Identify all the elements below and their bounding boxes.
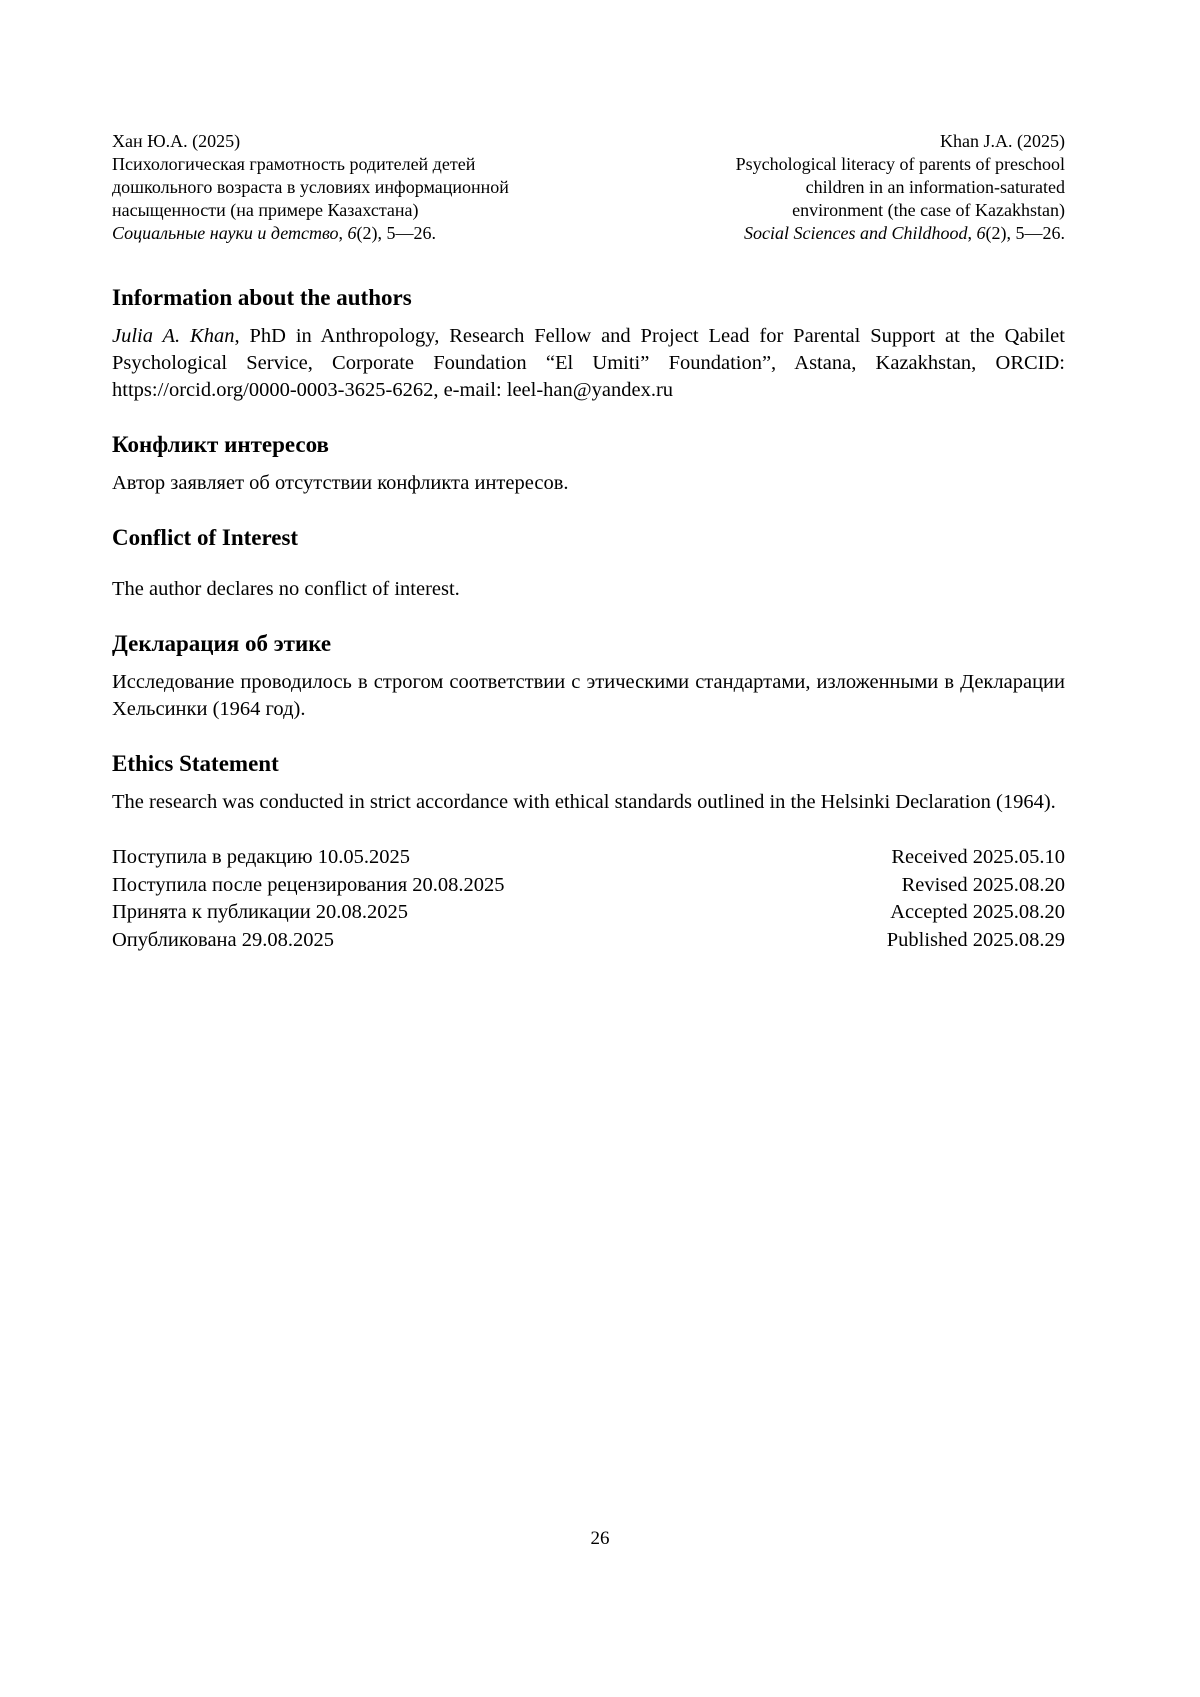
date-accepted-en: Accepted 2025.08.20: [890, 901, 1065, 923]
date-received-en: Received 2025.05.10: [891, 846, 1065, 868]
heading-conflict-of-interest-en: Conflict of Interest: [112, 525, 299, 550]
journal-issue-pages-ru: (2), 5—26.: [356, 223, 437, 243]
author-info-paragraph: [112, 323, 1065, 404]
date-revised-ru: Поступила после рецензирования 20.08.2025: [112, 873, 505, 896]
citation-en-title-line3: environment (the case of Kazakhstan): [792, 200, 1065, 220]
citation-ru-author: Хан Ю.А. (2025): [112, 131, 241, 151]
date-row-received: [112, 844, 1065, 872]
page-content: [112, 130, 1065, 954]
citation-en-title-line1: Psychological literacy of parents of preschool: [735, 154, 1065, 174]
journal-volume-ru: 6: [347, 223, 357, 243]
ethics-statement-en-text: The research was conducted in strict accordance with ethical standards outlined in the Helsinki Declaration (1964).: [112, 791, 1056, 813]
citation-english: [736, 130, 1065, 245]
journal-name-en: Social Sciences and Childhood: [744, 223, 968, 243]
citation-en-journal-line: [736, 222, 1065, 245]
citation-en-title-line2: children in an information-saturated: [805, 177, 1065, 197]
citation-ru-title-line2: дошкольного возраста в условиях информационной: [112, 177, 509, 197]
date-accepted-ru: Принята к публикации 20.08.2025: [112, 901, 409, 923]
heading-information-about-authors: Information about the authors: [112, 285, 412, 310]
citation-ru-title-line1: Психологическая грамотность родителей детей: [112, 154, 476, 174]
date-row-published: [112, 927, 1065, 955]
citation-ru-separator: ,: [338, 223, 348, 243]
author-details: , PhD in Anthropology, Research Fellow and Project Lead for Parental Support at the Qabilet Psychological Service, Corporate Foundation “El Umiti” Foundation”, Astana, Kazakhstan, ORCID: https://orcid.org/0000-0003-3625-6262, e-mail: leel-han@yandex.ru: [112, 325, 1065, 401]
date-row-revised: [112, 872, 1065, 900]
publication-dates: [112, 844, 1065, 954]
date-revised-en: Revised 2025.08.20: [901, 873, 1065, 896]
citation-ru-journal-line: [112, 222, 509, 245]
journal-volume-en: 6: [976, 223, 986, 243]
journal-name-ru: Социальные науки и детство: [112, 223, 339, 243]
citation-russian: [112, 130, 509, 245]
date-published-en: Published 2025.08.29: [886, 928, 1065, 951]
citation-ru-title-line3: насыщенности (на примере Казахстана): [112, 200, 419, 220]
conflict-of-interest-en-text: The author declares no conflict of interest.: [112, 578, 460, 600]
date-published-ru: Опубликована 29.08.2025: [112, 928, 334, 951]
author-name: Julia A. Khan: [112, 325, 235, 347]
date-received-ru: Поступила в редакцию 10.05.2025: [112, 846, 411, 868]
journal-issue-pages-en: (2), 5—26.: [985, 223, 1065, 243]
ethics-declaration-ru-text: Исследование проводилось в строгом соответствии с этическими стандартами, изложенными в Декларации Хельсинки (1964 год).: [112, 671, 1065, 720]
heading-ethics-statement-en: Ethics Statement: [112, 751, 279, 776]
conflict-of-interest-ru-text: Автор заявляет об отсутствии конфликта интересов.: [112, 472, 569, 494]
citation-en-author: Khan J.A. (2025): [940, 131, 1065, 151]
citation-en-separator: ,: [967, 223, 977, 243]
running-head: [112, 130, 1065, 245]
heading-ethics-declaration-ru: Декларация об этике: [112, 631, 332, 656]
page-number: 26: [590, 1528, 610, 1549]
date-row-accepted: [112, 899, 1065, 927]
heading-conflict-of-interest-ru: Конфликт интересов: [112, 432, 329, 457]
